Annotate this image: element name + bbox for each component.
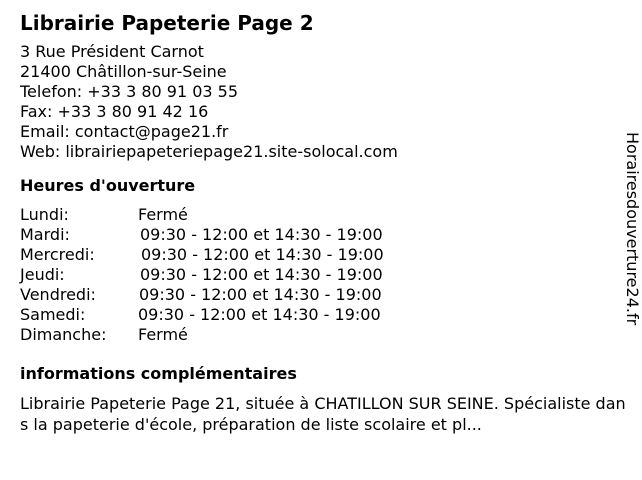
email-address: Email: contact@page21.fr xyxy=(20,122,229,141)
hours-row-monday xyxy=(20,205,620,225)
contact-details xyxy=(20,42,620,162)
hours-row-thursday xyxy=(20,265,620,285)
hours-value: 09:30 - 12:00 et 14:30 - 19:00 xyxy=(140,225,383,244)
fax-number: Fax: +33 3 80 91 42 16 xyxy=(20,102,209,121)
hours-value: Fermé xyxy=(138,325,188,344)
hours-value: 09:30 - 12:00 et 14:30 - 19:00 xyxy=(140,265,383,284)
hours-row-tuesday xyxy=(20,225,620,245)
business-name: Librairie Papeterie Page 2 xyxy=(20,11,314,35)
day-label: Mardi: xyxy=(20,225,70,244)
day-label: Lundi: xyxy=(20,205,69,224)
street-address: 3 Rue Président Carnot xyxy=(20,42,204,61)
hours-value: 09:30 - 12:00 et 14:30 - 19:00 xyxy=(138,305,381,324)
day-label: Mercredi: xyxy=(20,245,95,264)
website: Web: librairiepapeteriepage21.site-solocal.com xyxy=(20,142,398,161)
hours-value: 09:30 - 12:00 et 14:30 - 19:00 xyxy=(141,245,384,264)
opening-hours-table xyxy=(20,205,620,345)
opening-hours-heading: Heures d'ouverture xyxy=(20,176,196,195)
hours-row-saturday xyxy=(20,305,620,325)
hours-row-wednesday xyxy=(20,245,620,265)
phone-number: Telefon: +33 3 80 91 03 55 xyxy=(20,82,239,101)
day-label: Jeudi: xyxy=(20,265,65,284)
business-card xyxy=(20,10,626,435)
city-postcode: 21400 Châtillon-sur-Seine xyxy=(20,62,227,81)
day-label: Vendredi: xyxy=(20,285,96,304)
hours-row-friday xyxy=(20,285,620,305)
site-watermark: Horairesdouverture24.fr xyxy=(623,132,642,326)
day-label: Samedi: xyxy=(20,305,86,324)
day-label: Dimanche: xyxy=(20,325,107,344)
hours-value: Fermé xyxy=(138,205,188,224)
additional-info-text: Librairie Papeterie Page 21, située à CHATILLON SUR SEINE. Spécialiste dans la papeterie d'école, préparation de liste scolaire et pl... xyxy=(20,394,626,434)
additional-info-heading: informations complémentaires xyxy=(20,364,297,383)
hours-value: 09:30 - 12:00 et 14:30 - 19:00 xyxy=(139,285,382,304)
hours-row-sunday xyxy=(20,325,620,345)
